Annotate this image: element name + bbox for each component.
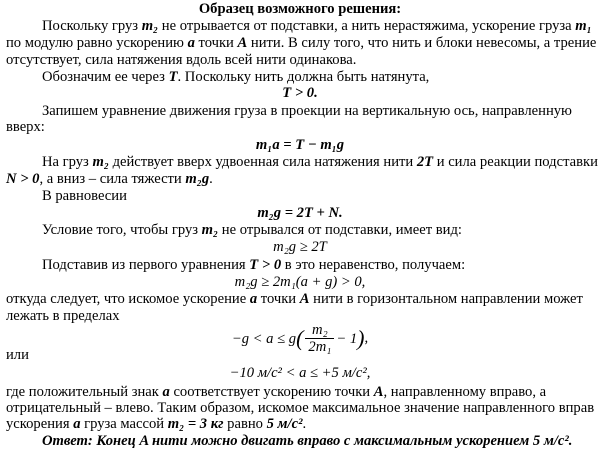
- var-m2: m₂: [201, 222, 219, 238]
- text: не отрывался от подставки, имеет вид:: [218, 222, 462, 238]
- p7-line1: [6, 291, 596, 308]
- var-a: a: [187, 35, 195, 51]
- p4-line1: [42, 154, 596, 171]
- equation-condition: m₂g ≥ 2T: [273, 239, 327, 255]
- text: . Поскольку нить должна быть натянута,: [177, 69, 430, 85]
- numeric-range: −10 м/с² < a ≤ +5 м/с²: [229, 365, 367, 381]
- var-a: a: [162, 384, 170, 400]
- text: в это неравенство, получаем:: [281, 257, 466, 273]
- text: откуда следует, что искомое ускорение: [6, 291, 250, 307]
- fraction-numerator: m₂: [305, 322, 334, 339]
- p9-line2: отрицательный – влево. Таким образом, искомое максимальное значение направленного вправ: [6, 400, 595, 416]
- text: На груз: [42, 154, 93, 170]
- text: груза массой: [80, 416, 168, 432]
- text: точки: [257, 291, 300, 307]
- var-a: a: [73, 416, 81, 432]
- p1-line3: отсутствует, сила натяжения вдоль всей нити одинакова.: [6, 52, 357, 68]
- text: где положительный знак: [6, 384, 163, 400]
- close-paren: ): [357, 325, 365, 351]
- var-a: a: [249, 291, 258, 307]
- acceleration-value: 5 м/с²: [266, 416, 303, 432]
- answer-text: Конец A нити можно двигать вправо с максимальным ускорением 5 м/с².: [92, 433, 573, 449]
- var-A: A: [237, 35, 248, 51]
- var-T: T: [168, 69, 178, 85]
- p4-line2: [6, 171, 596, 188]
- p7-line2: лежать в пределах: [6, 308, 120, 324]
- text: , а вниз – сила тяжести: [39, 171, 186, 187]
- text: ускорения: [6, 416, 74, 432]
- comma: ,: [364, 330, 369, 346]
- p4-line3: В равновесии: [42, 188, 127, 204]
- text: точки: [194, 35, 238, 51]
- range-right: − 1: [336, 330, 358, 347]
- text: нити в горизонтальном направлении может: [309, 291, 583, 307]
- text: равно: [223, 416, 267, 432]
- p9-line3: [6, 416, 596, 433]
- page-title: Образец возможного решения:: [198, 1, 402, 17]
- answer-label: Ответ:: [42, 433, 93, 449]
- var-m2g: m₂g: [185, 171, 210, 187]
- text: по модулю равно ускорению: [6, 35, 188, 51]
- text: Обозначим ее через: [42, 69, 169, 85]
- var-A: A: [299, 291, 310, 307]
- p1-line2: [6, 35, 596, 52]
- text: не отрывается от подставки, а нить нерастяжима, ускорение груза: [158, 18, 576, 34]
- equation-motion: m₁a = T − m₁g: [255, 137, 345, 153]
- equation-inequality: m₂g ≥ 2m₁(a + g) > 0,: [234, 274, 366, 290]
- condition-T: T > 0.: [282, 85, 318, 101]
- equation-numeric-range: [0, 365, 600, 382]
- text: нити. В силу того, что нить и блоки невесомы, а трение: [247, 35, 597, 51]
- open-paren: (: [296, 325, 304, 351]
- p2-line1: [42, 69, 596, 86]
- p1-line1: [42, 18, 596, 35]
- var-N: N > 0: [6, 171, 40, 187]
- var-A: A: [373, 384, 384, 400]
- text: Поскольку груз: [42, 18, 142, 34]
- text: , направленному вправо, а: [383, 384, 547, 400]
- text: Подставив из первого уравнения: [42, 257, 250, 273]
- var-m2: m₂: [92, 154, 109, 170]
- comma: ,: [366, 365, 371, 381]
- text: Условие того, чтобы груз: [42, 222, 202, 238]
- range-left: −g < a ≤ g: [231, 330, 297, 347]
- text: .: [302, 416, 307, 432]
- p6-line1: [42, 257, 596, 274]
- equation-equilibrium: m₂g = 2T + N.: [257, 205, 343, 221]
- var-m2: m₂: [141, 18, 159, 34]
- answer: [42, 433, 596, 450]
- p5-line1: [42, 222, 596, 239]
- text: .: [209, 171, 213, 187]
- text: и сила реакции подставки: [433, 154, 598, 170]
- p9-line1: [6, 384, 596, 401]
- fraction-denominator: 2m₁: [308, 339, 332, 356]
- var-T: T > 0: [249, 257, 282, 273]
- var-2T: 2T: [416, 154, 434, 170]
- p3-line1: Запишем уравнение движения груза в проекции на вертикальную ось, направленную: [42, 103, 572, 119]
- text: соответствует ускорению точки: [169, 384, 374, 400]
- text: действует вверх удвоенная сила натяжения нити: [108, 154, 417, 170]
- p3-line2: вверх:: [6, 119, 45, 135]
- var-m1: m₁: [575, 18, 592, 34]
- p8-ili: или: [6, 347, 29, 363]
- mass-value: m₂ = 3 кг: [167, 416, 224, 432]
